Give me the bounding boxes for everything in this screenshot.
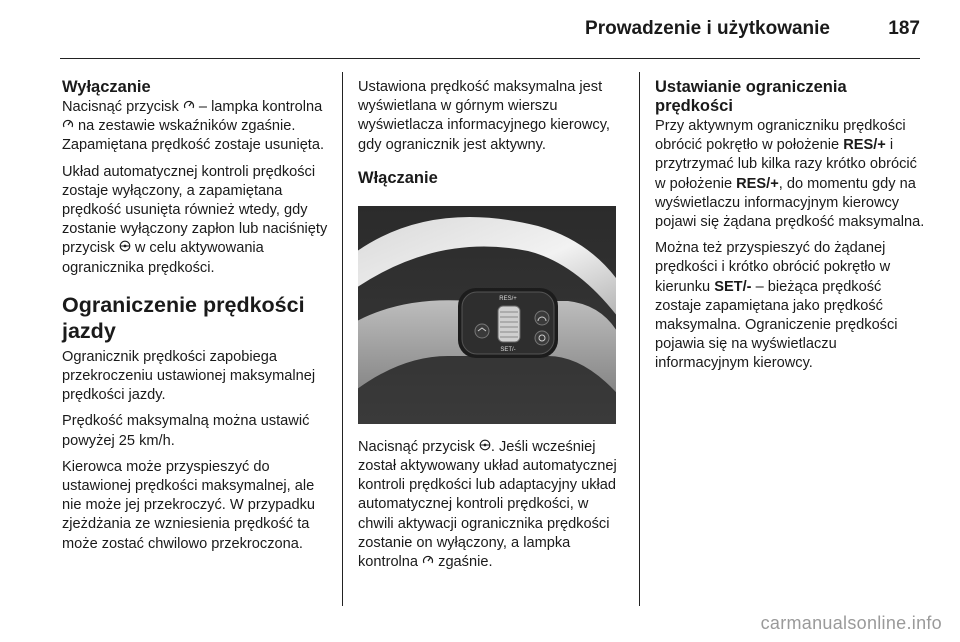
text: w celu aktywowania ogranicznika prędkości. xyxy=(62,240,264,276)
text: Można też przyspieszyć do żądanej prędkości i krótko obrócić pokrętło w kierunku xyxy=(655,240,891,295)
text: Nacisnąć przycisk xyxy=(358,438,479,455)
section-heading-off: Wyłączanie xyxy=(62,78,151,96)
watermark: carmanualsonline.info xyxy=(760,613,942,633)
text-bold: SET/- xyxy=(714,278,752,295)
cruise-cancel-button xyxy=(475,324,489,338)
speed-limiter-icon xyxy=(62,119,74,133)
text: – lampka kontrolna xyxy=(194,99,323,115)
speed-limiter-icon xyxy=(422,555,434,569)
section-heading-set: Ustawianie ograniczenia prędkości xyxy=(655,78,847,115)
paragraph xyxy=(62,98,332,156)
text: na zestawie wskaźników zgaśnie. Zapamiętana prędkość zostaje usunięta. xyxy=(62,118,325,154)
steering-wheel-illustration xyxy=(358,206,616,424)
paragraph xyxy=(358,438,628,572)
text-bold: RES/+ xyxy=(736,175,779,192)
section-heading-on: Włączanie xyxy=(358,168,438,187)
steering-wheel-icon xyxy=(479,440,491,454)
header-divider xyxy=(60,58,920,59)
column-divider xyxy=(342,72,343,606)
text: zgaśnie. xyxy=(434,554,493,571)
paragraph: Prędkość maksymalną można ustawić powyżej 25 km/h. xyxy=(62,413,310,449)
paragraph xyxy=(62,163,332,278)
column-right xyxy=(655,78,927,381)
column-middle xyxy=(358,78,628,579)
steering-wheel-icon xyxy=(119,241,131,255)
paragraph xyxy=(655,117,927,232)
paragraph: Kierowca może przyspieszyć do ustawionej prędkości maksymalnej, ale nie może jej przekroczyć. W przypadku zjeżdżania ze wzniesienia prędkość ta może zostać chwilowo przekroczona. xyxy=(62,458,316,552)
column-left xyxy=(62,78,332,561)
section-heading-limit: Ograniczenie prędkości jazdy xyxy=(62,292,305,343)
paragraph: Ogranicznik prędkości zapobiega przekroczeniu ustawionej maksymalnej prędkości jazdy. xyxy=(62,348,316,404)
steering-wheel-photo xyxy=(358,206,616,424)
page-number: 187 xyxy=(888,18,920,39)
text: – bieżąca prędkość zostaje zapamiętana jako prędkość maksymalna. Ograniczenie prędkości pojawia się na wyświetlaczu informacyjnym kierowcy. xyxy=(655,278,898,372)
cruise-control-button xyxy=(535,331,549,345)
text: Przy aktywnym ograniczniku prędkości obrócić pokrętło w położenie xyxy=(655,118,906,154)
column-divider xyxy=(639,72,640,606)
page-header xyxy=(0,0,960,62)
text: , do momentu gdy na wyświetlaczu informacyjnym kierowcy pojawi się żądana prędkość maksymalna. xyxy=(655,175,925,231)
text-bold: RES/+ xyxy=(843,137,886,154)
text: i przytrzymać lub kilka razy krótko obrócić w położenie xyxy=(655,137,917,192)
paragraph: Ustawiona prędkość maksymalna jest wyświetlana w górnym wierszu wyświetlacza informacyjnego kierowcy, gdy ogranicznik jest aktywny. xyxy=(358,79,610,153)
paragraph xyxy=(655,239,927,373)
text: . Jeśli wcześniej został aktywowany układ automatycznej kontroli prędkości lub adaptacyjny układ automatycznej kontroli prędkości, w chwili aktywacji ogranicznika prędkości zostanie on wyłączony, a lampka kontrolna xyxy=(358,438,617,571)
text: Nacisnąć przycisk xyxy=(62,99,183,115)
speed-limiter-button xyxy=(535,311,549,325)
wheel-label-res: RES/+ xyxy=(499,295,517,302)
wheel-label-set: SET/- xyxy=(500,346,516,353)
page-title: Prowadzenie i użytkowanie xyxy=(585,18,830,39)
text: Układ automatycznej kontroli prędkości zostaje wyłączony, a zapamiętana prędkość usunięta również wtedy, gdy zostanie wyłączony zapłon lub naciśnięty przycisk xyxy=(62,163,328,257)
speed-limiter-icon xyxy=(183,100,195,114)
